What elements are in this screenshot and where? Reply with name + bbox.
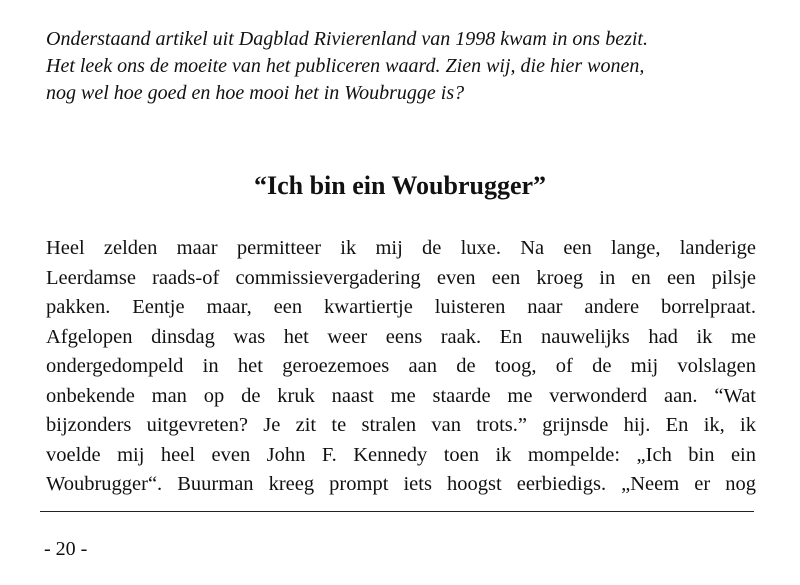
article-line: voelde mij heel even John F. Kennedy toen ik mompelde: „Ich bin ein [46,443,756,466]
article-line: Afgelopen dinsdag was het weer eens raak. En nauwelijks had ik me [46,325,756,348]
intro-line: Onderstaand artikel uit Dagblad Rivierenland van 1998 kwam in ons bezit. [46,28,648,50]
page-number: - 20 - [44,538,88,560]
article-line: onbekende man op de kruk naast me staarde me verwonderd aan. “Wat [46,384,756,407]
article-line: Woubrugger“. Buurman kreeg prompt iets hoogst eerbiedigs. „Neem er nog [46,473,756,495]
footer-divider [40,511,754,512]
article-line: ondergedompeld in het geroezemoes aan de toog, of de mij volslagen [46,355,756,377]
article-line: bijzonders uitgevreten? Je zit te stralen van trots.” grijnsde hij. En ik, ik [46,414,756,436]
article-line: Leerdamse raads-of commissievergadering even een kroeg in en een pilsje [46,266,756,289]
article-line: Heel zelden maar permitteer ik mij de luxe. Na een lange, landerige [46,237,756,259]
article-title: “Ich bin ein Woubrugger” [253,171,547,200]
intro-paragraph [46,26,766,107]
article-line: pakken. Eentje maar, een kwartiertje luisteren naar andere borrelpraat. [46,296,756,318]
intro-line: nog wel hoe goed en hoe mooi het in Woubrugge is? [46,82,465,104]
article-body [46,234,756,500]
intro-line: Het leek ons de moeite van het publiceren waard. Zien wij, die hier wonen, [46,55,645,77]
